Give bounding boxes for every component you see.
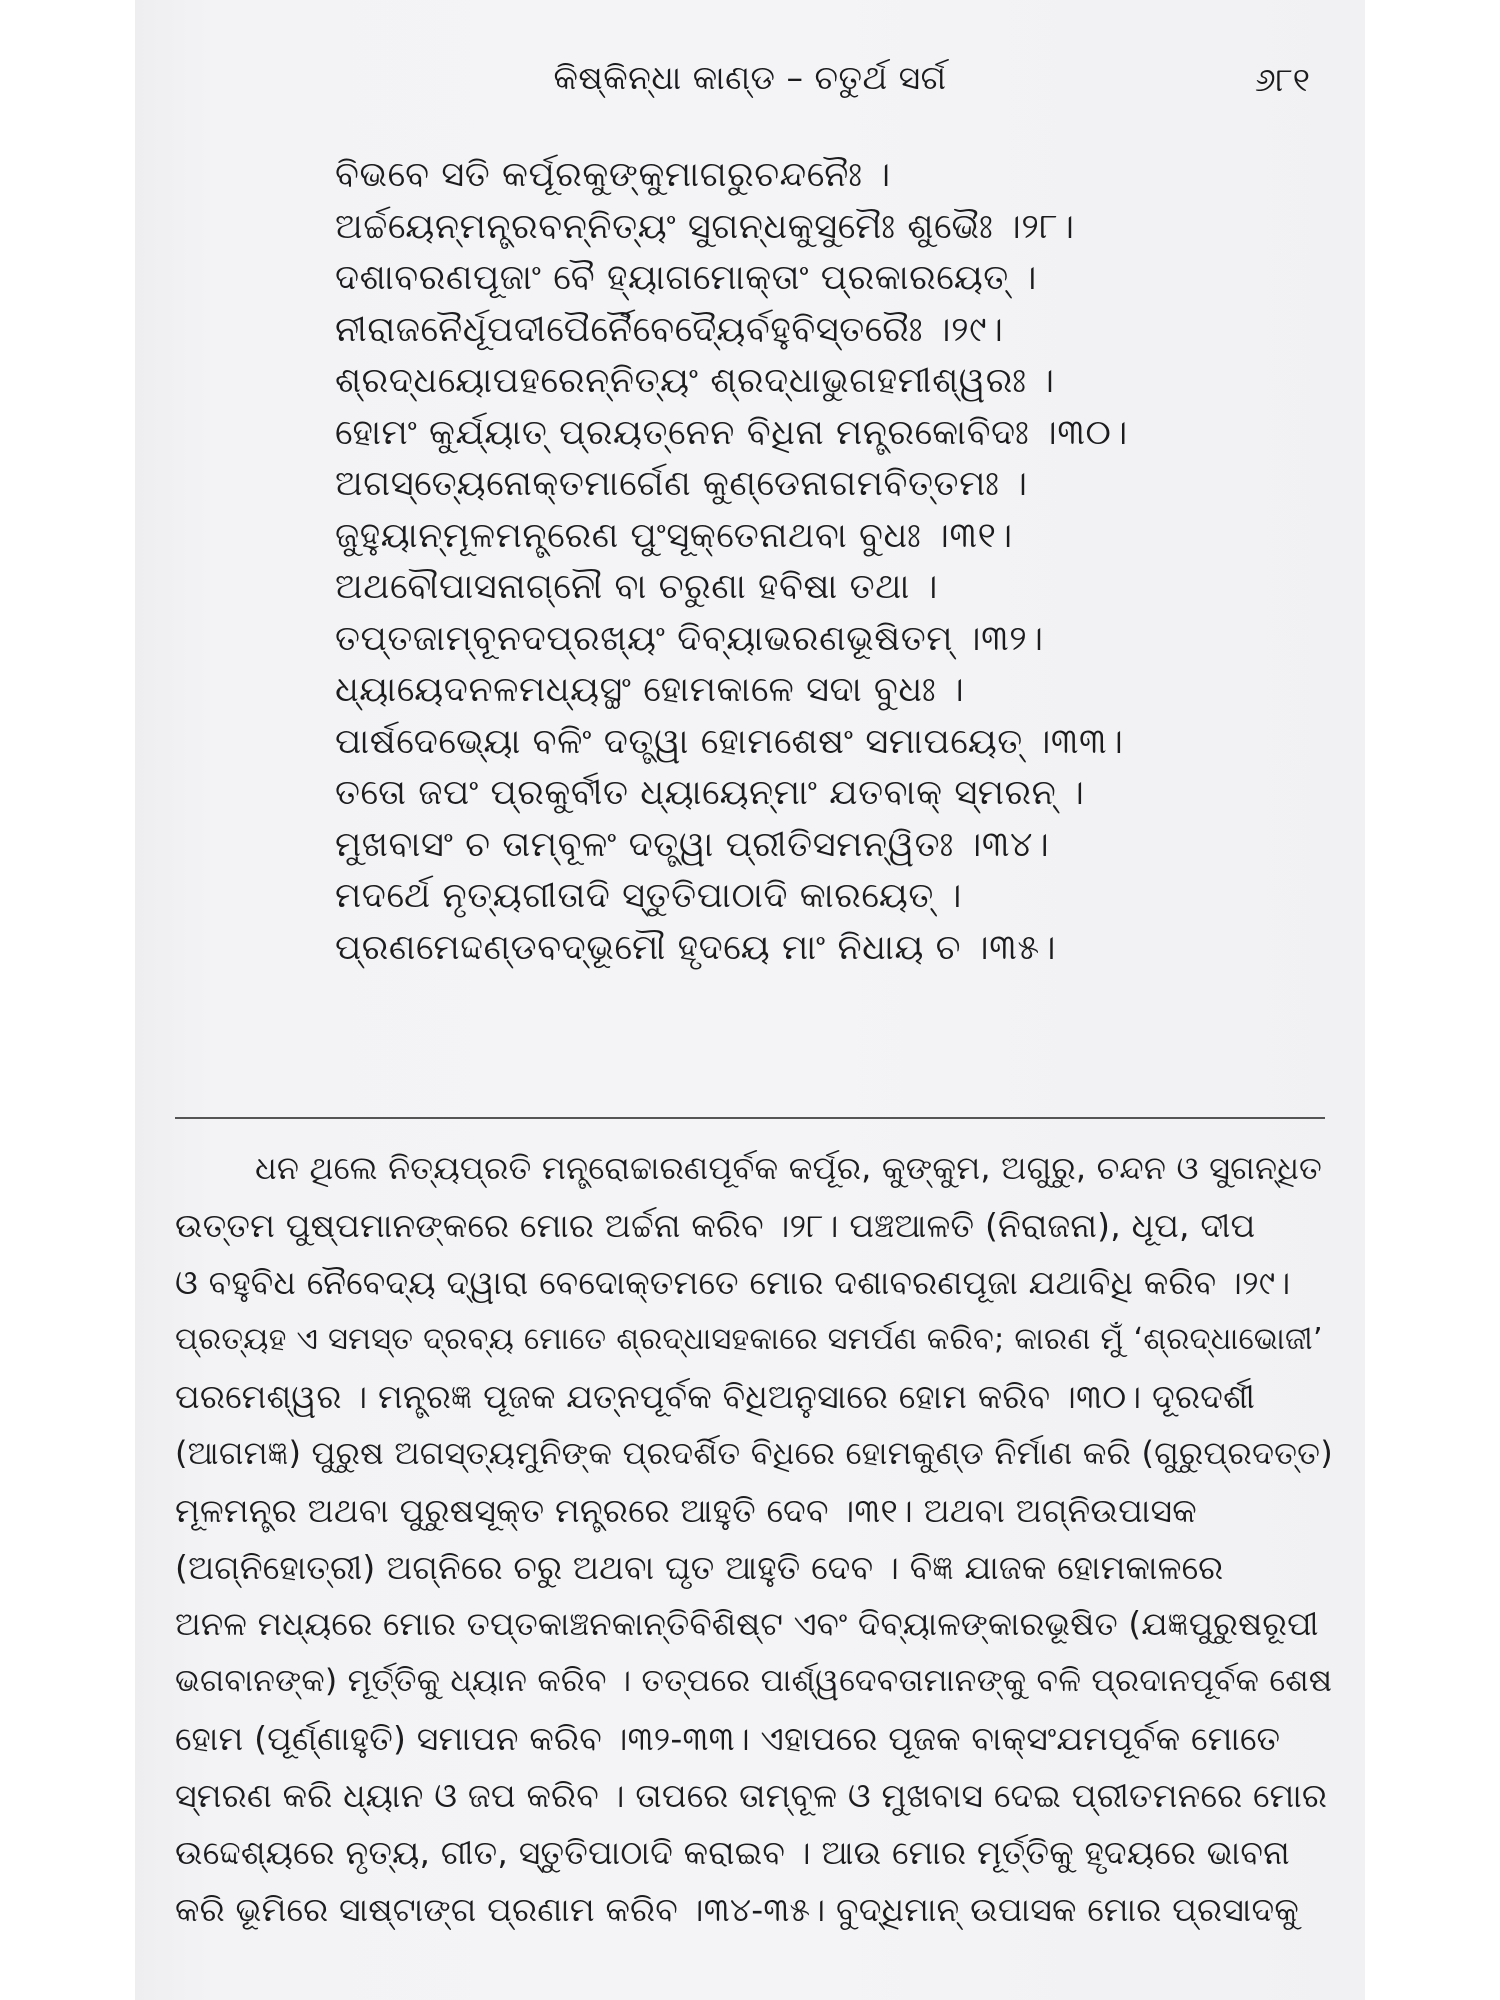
verse-line: ଦଶାବରଣପୂଜାଂ ବୈ ହ୍ୟାଗମୋକ୍ତାଂ ପ୍ରକାରୟେତ୍ । <box>335 258 1037 298</box>
commentary-line: ଉତ୍ତମ ପୁଷ୍ପମାନଙ୍କରେ ମୋର ଅର୍ଚ୍ଚନା କରିବ ।୨୮। ପଞ୍ଚଆଳତି (ନିରାଜନା), ଧୂପ, ଦୀପ <box>175 1206 1256 1245</box>
verse-line: ବିଭବେ ସତି କର୍ପୂରକୁଙ୍କୁମାଗରୁଚନ୍ଦନୈଃ । <box>335 155 891 195</box>
verse-line: ତତୋ ଜପଂ ପ୍ରକୁର୍ବୀତ ଧ୍ୟାୟେନ୍ମାଂ ଯତବାକ୍ ସ୍ମରନ୍ । <box>335 773 1085 813</box>
commentary-line: (ଅଗ୍ନିହୋତ୍ରୀ) ଅଗ୍ନିରେ ଚରୁ ଅଥବା ଘୃତ ଆହୁତି ଦେବ । ବିଜ୍ଞ ଯାଜକ ହୋମକାଳରେ <box>175 1548 1224 1587</box>
commentary-line: ଉଦ୍ଦେଶ୍ୟରେ ନୃତ୍ୟ, ଗୀତ, ସ୍ତୁତିପାଠାଦି କରାଇବ । ଆଉ ମୋର ମୂର୍ତ୍ତିକୁ ହୃଦୟରେ ଭାବନା <box>175 1833 1290 1872</box>
verse-line: ତପ୍ତଜାମ୍ବୂନଦପ୍ରଖ୍ୟଂ ଦିବ୍ୟାଭରଣଭୂଷିତମ୍ ।୩୨। <box>335 618 1044 659</box>
commentary-line: ଅନଳ ମଧ୍ୟରେ ମୋର ତପ୍ତକାଞ୍ଚନକାନ୍ତିବିଶିଷ୍ଟ ଏବଂ ଦିବ୍ୟାଳଙ୍କାରଭୂଷିତ (ଯଜ୍ଞପୁରୁଷରୂପୀ <box>175 1605 1319 1643</box>
verse-line: ପାର୍ଷଦେଭ୍ୟୋ ବଳିଂ ଦତ୍ତ୍ୱା ହୋମଶେଷଂ ସମାପୟେତ୍ ।୩୩। <box>335 721 1124 762</box>
verse-line: ଧ୍ୟାୟେଦନଳମଧ୍ୟସ୍ଥଂ ହୋମକାଳେ ସଦା ବୁଧଃ । <box>335 670 965 710</box>
right-margin <box>1365 0 1500 2000</box>
commentary-line: ମୂଳମନ୍ତ୍ର ଅଥବା ପୁରୁଷସୂକ୍ତ ମନ୍ତ୍ରରେ ଆହୁତି ଦେବ ।୩୧। ଅଥବା ଅଗ୍ନିଉପାସକ <box>175 1491 1197 1530</box>
book-page <box>135 0 1365 2000</box>
running-title: କିଷ୍କିନ୍ଧା କାଣ୍ଡ – ଚତୁର୍ଥ ସର୍ଗ <box>553 58 947 97</box>
commentary-line: ଭଗବାନଙ୍କ) ମୂର୍ତ୍ତିକୁ ଧ୍ୟାନ କରିବ । ତତ୍ପରେ ପାର୍ଶ୍ୱଦେବତାମାନଙ୍କୁ ବଳି ପ୍ରଦାନପୂର୍ବକ ଶେଷ <box>175 1663 1333 1699</box>
commentary-line: (ଆଗମଜ୍ଞ) ପୁରୁଷ ଅଗସ୍ତ୍ୟମୁନିଙ୍କ ପ୍ରଦର୍ଶିତ ବିଧିରେ ହୋମକୁଣ୍ଡ ନିର୍ମାଣ କରି (ଗୁରୁପ୍ରଦତ୍ତ) <box>175 1434 1333 1472</box>
odia-commentary <box>175 1140 1335 1938</box>
verse-line: ନୀରାଜନୈର୍ଧୂପଦୀପୈର୍ନୈବେଦ୍ୟୈର୍ବହୁବିସ୍ତରୈଃ ।୨୯। <box>335 309 1004 350</box>
section-divider <box>175 1117 1325 1119</box>
verse-line: ମୁଖବାସଂ ଚ ତାମ୍ବୂଳଂ ଦତ୍ତ୍ୱା ପ୍ରୀତିସମନ୍ୱିତଃ ।୩୪। <box>335 824 1050 865</box>
page-header <box>135 48 1365 118</box>
sanskrit-verses <box>335 150 1275 974</box>
verse-line: ଅଗସ୍ତ୍ୟେନୋକ୍ତମାର୍ଗେଣ କୁଣ୍ଡେନାଗମବିତ୍ତମଃ । <box>335 464 1028 504</box>
commentary-line: କରି ଭୂମିରେ ସାଷ୍ଟାଙ୍ଗ ପ୍ରଣାମ କରିବ ।୩୪-୩୫। ବୁଦ୍ଧିମାନ୍ ଉପାସକ ମୋର ପ୍ରସାଦକୁ <box>175 1890 1299 1929</box>
commentary-line: ସ୍ମରଣ କରି ଧ୍ୟାନ ଓ ଜପ କରିବ । ତାପରେ ତାମ୍ବୂଳ ଓ ମୁଖବାସ ଦେଇ ପ୍ରୀତମନରେ ମୋର <box>175 1776 1328 1815</box>
verse-line: ଅର୍ଚ୍ଚୟେନ୍ମନ୍ତ୍ରବନ୍ନିତ୍ୟଂ ସୁଗନ୍ଧକୁସୁମୈଃ ଶୁଭୈଃ ।୨୮। <box>335 206 1075 247</box>
verse-line: ଜୁହୁୟାନ୍ମୂଳମନ୍ତ୍ରେଣ ପୁଂସୂକ୍ତେନାଥବା ବୁଧଃ ।୩୧। <box>335 515 1013 556</box>
verse-line: ହୋମଂ କୁର୍ଯ୍ୟାତ୍ ପ୍ରୟତ୍ନେନ ବିଧିନା ମନ୍ତ୍ରକୋବିଦଃ ।୩୦। <box>335 412 1128 453</box>
left-margin <box>0 0 135 2000</box>
page-number: ୬୮୧ <box>1254 60 1310 99</box>
commentary-line: ଓ ବହୁବିଧ ନୈବେଦ୍ୟ ଦ୍ୱାରା ବେଦୋକ୍ତମତେ ମୋର ଦଶାବରଣପୂଜା ଯଥାବିଧି କରିବ ।୨୯। <box>175 1263 1291 1302</box>
verse-line: ପ୍ରଣମେଦ୍ଦଣ୍ଡବଦ୍ଭୂମୌ ହୃଦୟେ ମାଂ ନିଧାୟ ଚ ।୩୫। <box>335 927 1057 968</box>
commentary-line: ପ୍ରତ୍ୟହ ଏ ସମସ୍ତ ଦ୍ରବ୍ୟ ମୋତେ ଶ୍ରଦ୍ଧାସହକାରେ ସମର୍ପଣ କରିବ; କାରଣ ମୁଁ ‘ଶ୍ରଦ୍ଧାଭୋଜୀ’ <box>175 1322 1323 1357</box>
verse-line: ଅଥବୌପାସନାଗ୍ନୌ ବା ଚରୁଣା ହବିଷା ତଥା । <box>335 567 939 607</box>
commentary-line: ହୋମ (ପୂର୍ଣ୍ଣାହୁତି) ସମାପନ କରିବ ।୩୨-୩୩। ଏହାପରେ ପୂଜକ ବାକ୍‌ସଂଯମପୂର୍ବକ ମୋତେ <box>175 1719 1281 1758</box>
commentary-line: ଧନ ଥିଲେ ନିତ୍ୟପ୍ରତି ମନ୍ତ୍ରୋଚ୍ଚାରଣପୂର୍ବକ କର୍ପୂର, କୁଙ୍କୁମ, ଅଗୁରୁ, ଚନ୍ଦନ ଓ ସୁଗନ୍ଧିତ <box>255 1149 1323 1187</box>
verse-line: ଶ୍ରଦ୍ଧୟୋପହରେନ୍ନିତ୍ୟଂ ଶ୍ରଦ୍ଧାଭୁଗହମୀଶ୍ୱରଃ । <box>335 361 1055 401</box>
verse-line: ମଦର୍ଥେ ନୃତ୍ୟଗୀତାଦି ସ୍ତୁତିପାଠାଦି କାରୟେତ୍ । <box>335 876 963 916</box>
commentary-line: ପରମେଶ୍ୱର । ମନ୍ତ୍ରଜ୍ଞ ପୂଜକ ଯତ୍ନପୂର୍ବକ ବିଧିଅନୁସାରେ ହୋମ କରିବ ।୩୦। ଦୂରଦର୍ଶୀ <box>175 1377 1256 1416</box>
